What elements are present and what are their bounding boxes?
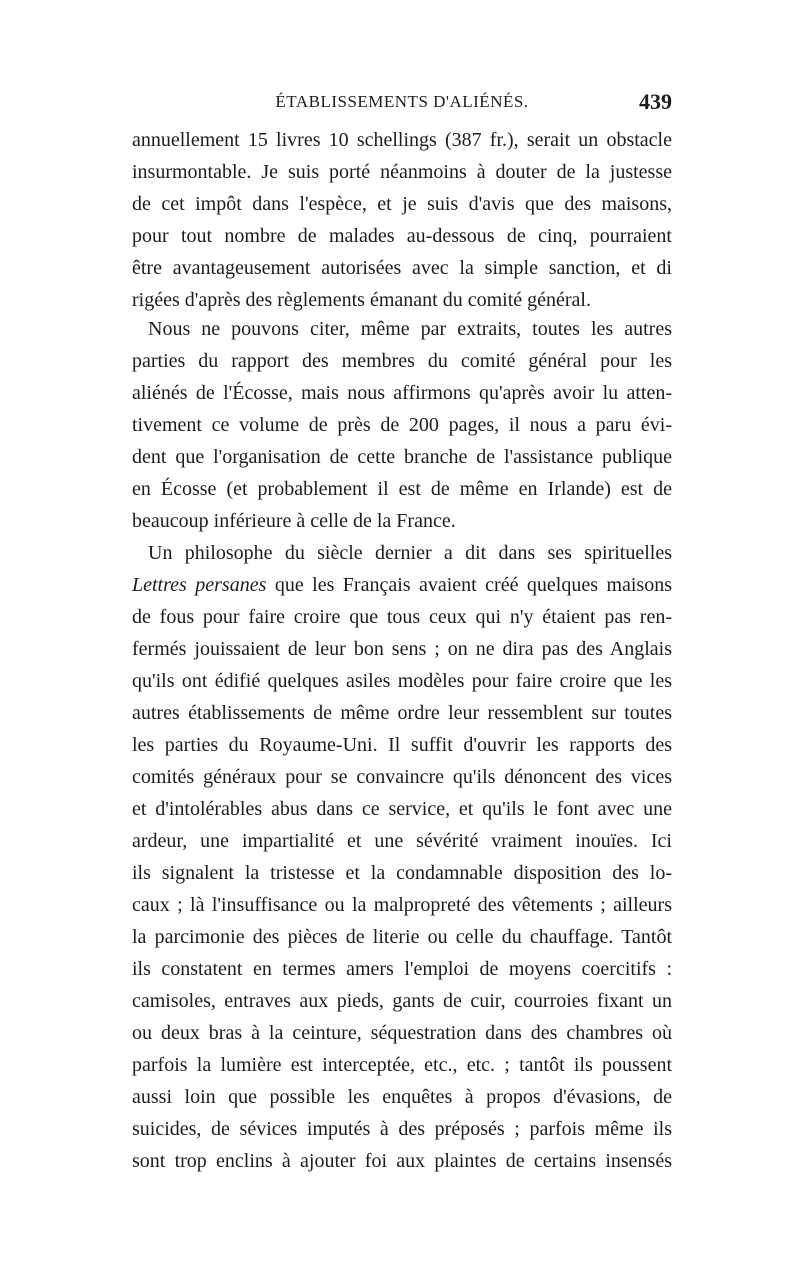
text-line: Un philosophe du siècle dernier a dit dans ses spirituelles: [148, 542, 672, 564]
text-line: suicides, de sévices imputés à des préposés ; parfois même ils: [132, 1118, 672, 1140]
text-line: dent que l'organisation de cette branche de l'assistance publique: [132, 446, 672, 468]
text-line: et d'intolérables abus dans ce service, et qu'ils le font avec une: [132, 798, 672, 820]
text-line: qu'ils ont édifié quelques asiles modèles pour faire croire que les: [132, 670, 672, 692]
text-line: aliénés de l'Écosse, mais nous affirmons qu'après avoir lu atten-: [132, 382, 672, 404]
text-line: annuellement 15 livres 10 schellings (387 fr.), serait un obstacle: [132, 129, 672, 151]
text-line: la parcimonie des pièces de literie ou celle du chauffage. Tantôt: [132, 926, 672, 948]
text-line: insurmontable. Je suis porté néanmoins à douter de la justesse: [132, 161, 672, 183]
text-line: caux ; là l'insuffisance ou la malpropreté des vêtements ; ailleurs: [132, 894, 672, 916]
running-head: [132, 89, 672, 118]
text-line: comités généraux pour se convaincre qu'ils dénoncent des vices: [132, 766, 672, 788]
text-line: tivement ce volume de près de 200 pages, il nous a paru évi-: [132, 414, 672, 436]
paragraph-continued: [132, 124, 672, 316]
text-line: autres établissements de même ordre leur ressemblent sur toutes: [132, 702, 672, 724]
text-line: en Écosse (et probablement il est de même en Irlande) est de: [132, 478, 672, 500]
text-line: ardeur, une impartialité et une sévérité vraiment inouïes. Ici: [132, 830, 672, 852]
text-line: parfois la lumière est interceptée, etc., etc. ; tantôt ils poussent: [132, 1054, 672, 1076]
text-line: rigées d'après des règlements émanant du comité général.: [132, 289, 591, 311]
text-line: pour tout nombre de malades au-dessous de cinq, pourraient: [132, 225, 672, 247]
text-line: Nous ne pouvons citer, même par extraits, toutes les autres: [148, 318, 672, 340]
text-line: camisoles, entraves aux pieds, gants de cuir, courroies fixant un: [132, 990, 672, 1012]
text-line: fermés jouissaient de leur bon sens ; on ne dira pas des Anglais: [132, 638, 672, 660]
paragraph-scotland: [132, 313, 672, 1177]
text-line-with-title: [132, 569, 672, 601]
text-line: parties du rapport des membres du comité général pour les: [132, 350, 672, 372]
text-line: les parties du Royaume-Uni. Il suffit d'ouvrir les rapports des: [132, 734, 672, 756]
text-line: beaucoup inférieure à celle de la France.: [132, 510, 456, 532]
text-line: ils signalent la tristesse et la condamnable disposition des lo-: [132, 862, 672, 884]
page-number: 439: [639, 89, 672, 114]
text-line: sont trop enclins à ajouter foi aux plaintes de certains insensés: [132, 1150, 672, 1172]
book-title: Lettres persanes: [132, 574, 267, 596]
text-fragment: que les Français avaient créé quelques maisons: [274, 574, 672, 596]
text-line: être avantageusement autorisées avec la simple sanction, et di: [132, 257, 672, 279]
running-title: ÉTABLISSEMENTS D'ALIÉNÉS.: [275, 92, 529, 111]
text-line: aussi loin que possible les enquêtes à propos d'évasions, de: [132, 1086, 672, 1108]
text-line: de cet impôt dans l'espèce, et je suis d'avis que des maisons,: [132, 193, 672, 215]
text-line: ou deux bras à la ceinture, séquestration dans des chambres où: [132, 1022, 672, 1044]
text-line: ils constatent en termes amers l'emploi de moyens coercitifs :: [132, 958, 672, 980]
text-line: de fous pour faire croire que tous ceux qui n'y étaient pas ren-: [132, 606, 672, 628]
